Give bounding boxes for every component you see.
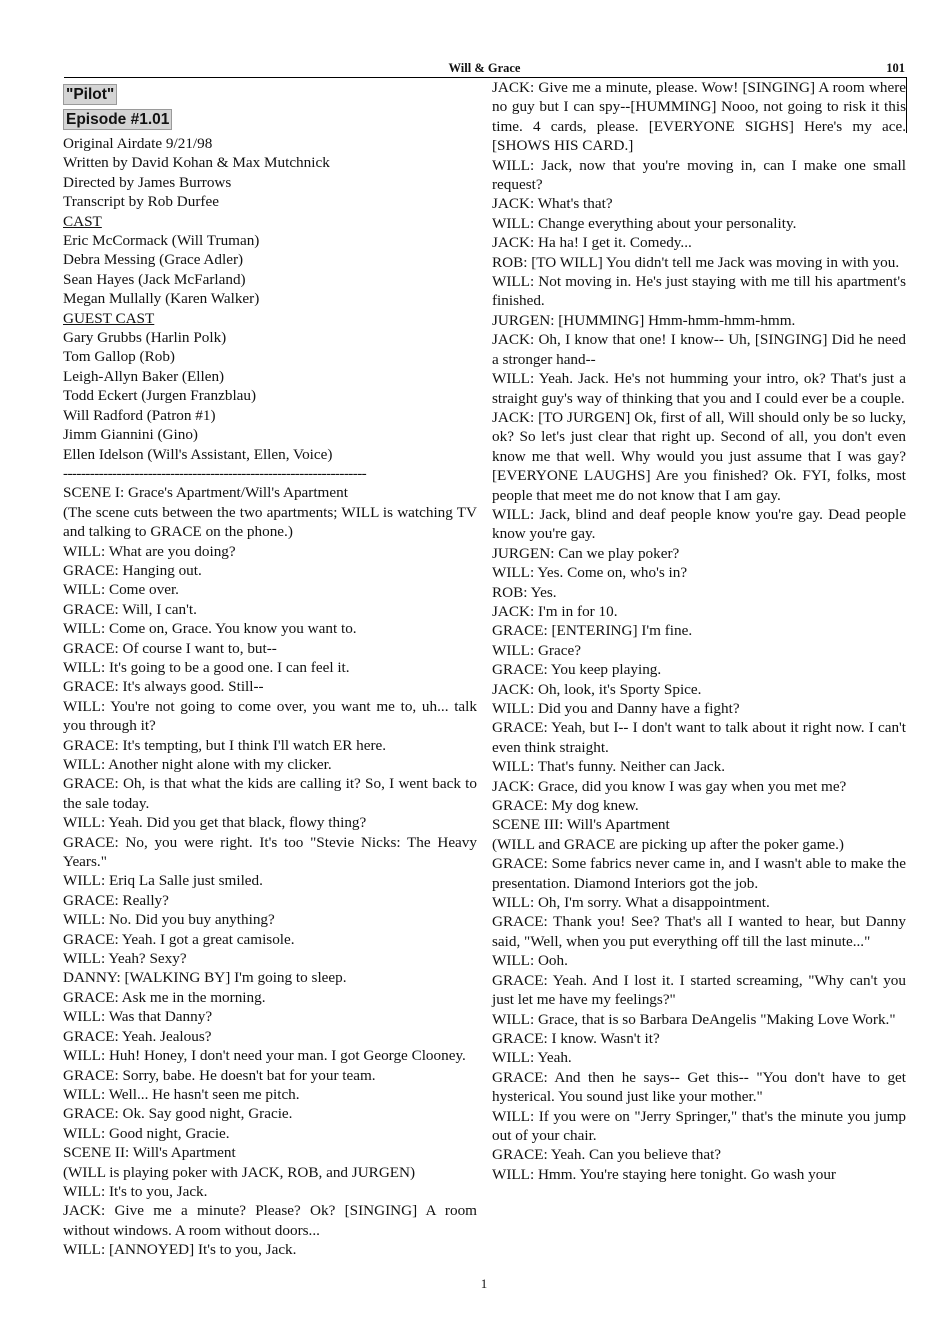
episode-title: "Pilot" [63, 84, 117, 105]
transcript-line: WILL: Grace, that is so Barbara DeAngelis "Making Love Work." [492, 1010, 896, 1028]
transcript-line: GRACE: Some fabrics never came in, and I wasn't able to make the presentation. Diamond Interiors got the job. [492, 855, 906, 892]
transcript-line: WILL: Not moving in. He's just staying with me till his apartment's finished. [492, 273, 906, 310]
transcript-line: JACK: Ha ha! I get it. Comedy... [492, 234, 692, 252]
transcript-line: WILL: Well... He hasn't seen me pitch. [63, 1085, 300, 1103]
transcript-line: GRACE: Yeah, but I-- I don't want to talk about it right now. I can't even think straight. [492, 719, 906, 756]
transcript-line: WILL: Yeah. Jack. He's not humming your intro, ok? That's just a straight guy's way of thinking that you and I could ever be a couple. [492, 370, 906, 407]
meta-line: Transcript by Rob Durfee [63, 193, 219, 211]
transcript-line: WILL: Come over. [63, 581, 179, 599]
guest-cast-member: Leigh-Allyn Baker (Ellen) [63, 367, 225, 385]
transcript-line: WILL: No. Did you buy anything? [63, 911, 275, 929]
transcript-line: JACK: Oh, look, it's Sporty Spice. [492, 680, 702, 698]
transcript-line: GRACE: And then he says-- Get this-- "You don't have to get hysterical. You sound just like your mother." [492, 1068, 906, 1106]
cast-member: Megan Mullally (Karen Walker) [63, 290, 260, 308]
transcript-line: JURGEN: [HUMMING] Hmm-hmm-hmm-hmm. [492, 311, 796, 329]
transcript-line: GRACE: Sorry, babe. He doesn't bat for your team. [63, 1066, 376, 1084]
transcript-line: SCENE III: Will's Apartment [492, 816, 670, 834]
transcript-line: SCENE II: Will's Apartment [63, 1144, 236, 1162]
guest-cast-member: Tom Gallop (Rob) [63, 348, 175, 366]
cast-member: Debra Messing (Grace Adler) [63, 251, 244, 269]
transcript-line: WILL: Change everything about your personality. [492, 214, 797, 232]
page-number: 1 [480, 1276, 488, 1291]
transcript-line: GRACE: Yeah. Jealous? [63, 1027, 212, 1045]
transcript-line: JACK: What's that? [492, 195, 613, 213]
running-header [64, 61, 905, 78]
transcript-line: WILL: Yes. Come on, who's in? [492, 564, 688, 582]
meta-line: Directed by James Burrows [63, 173, 232, 191]
transcript-line: WILL: Come on, Grace. You know you want to. [63, 620, 357, 638]
transcript-line: WILL: Oh, I'm sorry. What a disappointment. [492, 894, 770, 912]
guest-cast-member: Ellen Idelson (Will's Assistant, Ellen, Voice) [63, 445, 333, 463]
transcript-line: GRACE: [ENTERING] I'm fine. [492, 622, 693, 640]
transcript-line: JACK: I'm in for 10. [492, 602, 618, 620]
transcript-line: JACK: Grace, did you know I was gay when you met me? [492, 777, 847, 795]
transcript-line: JACK: Oh, I know that one! I know-- Uh, [SINGING] Did he need a stronger hand-- [492, 331, 906, 368]
guest-cast-list [63, 328, 477, 464]
transcript-line: WILL: Hmm. You're staying here tonight. Go wash your [492, 1165, 836, 1183]
transcript-line: (The scene cuts between the two apartments; WILL is watching TV and talking to GRACE on the phone.) [63, 503, 477, 541]
transcript-line: GRACE: Oh, is that what the kids are calling it? So, I went back to the sale today. [63, 775, 477, 812]
cast-member: Eric McCormack (Will Truman) [63, 232, 260, 250]
transcript-line: GRACE: I know. Wasn't it? [492, 1029, 660, 1047]
transcript-line: WILL: It's going to be a good one. I can feel it. [63, 658, 350, 676]
transcript-line: GRACE: Yeah. I got a great camisole. [63, 930, 295, 948]
transcript-line: GRACE: Really? [63, 891, 169, 909]
transcript-line: WILL: It's to you, Jack. [63, 1182, 208, 1200]
transcript-line: DANNY: [WALKING BY] I'm going to sleep. [63, 969, 347, 987]
guest-cast-member: Gary Grubbs (Harlin Polk) [63, 329, 227, 347]
transcript-line: GRACE: Ask me in the morning. [63, 988, 266, 1006]
divider: -------------------------------------------------------------------- [63, 464, 367, 482]
guest-cast-member: Todd Eckert (Jurgen Franzblau) [63, 387, 257, 405]
transcript-line: JURGEN: Can we play poker? [492, 544, 680, 562]
transcript-line: (WILL is playing poker with JACK, ROB, and JURGEN) [63, 1163, 416, 1181]
transcript-line: WILL: Another night alone with my clicker. [63, 756, 332, 773]
transcript-line: WILL: Was that Danny? [63, 1008, 213, 1026]
transcript-line: WILL: Jack, now that you're moving in, can I make one small request? [492, 156, 906, 194]
transcript-line: ROB: Yes. [492, 583, 557, 601]
right-transcript [492, 78, 906, 1184]
show-title: Will & Grace [448, 61, 521, 75]
cast-list [63, 231, 477, 309]
transcript-line: (WILL and GRACE are picking up after the poker game.) [492, 835, 844, 853]
transcript-line: WILL: [ANNOYED] It's to you, Jack. [63, 1241, 297, 1259]
left-transcript [63, 483, 477, 1259]
transcript-line: SCENE I: Grace's Apartment/Will's Apartment [63, 484, 348, 502]
transcript-line: WILL: If you were on "Jerry Springer," that's the minute you jump out of your chair. [492, 1107, 906, 1144]
guest-cast-member: Will Radford (Patron #1) [63, 406, 216, 424]
transcript-line: WILL: You're not going to come over, you want me to, uh... talk you through it? [63, 697, 477, 735]
meta-line: Original Airdate 9/21/98 [63, 135, 213, 152]
transcript-line: WILL: Good night, Gracie. [63, 1124, 230, 1142]
transcript-line: GRACE: Of course I want to, but-- [63, 639, 277, 657]
transcript-line: WILL: Huh! Honey, I don't need your man. I got George Clooney. [63, 1047, 466, 1065]
transcript-line: GRACE: Thank you! See? That's all I wanted to hear, but Danny said, "Well, when you put everything off till the last minute..." [492, 913, 906, 950]
transcript-line: GRACE: Ok. Say good night, Gracie. [63, 1105, 293, 1123]
right-column [492, 78, 906, 1184]
left-column [63, 84, 477, 1260]
header-page-number: 101 [886, 61, 905, 75]
transcript-line: GRACE: Yeah. And I lost it. I started screaming, "Why can't you just let me have my feelings?" [492, 971, 906, 1009]
cast-heading: CAST [63, 212, 102, 230]
transcript-line: GRACE: You keep playing. [492, 661, 662, 679]
episode-number: Episode #1.01 [63, 109, 172, 130]
transcript-line: ROB: [TO WILL] You didn't tell me Jack was moving in with you. [492, 253, 900, 271]
meta-line: Written by David Kohan & Max Mutchnick [63, 154, 330, 172]
transcript-line: GRACE: It's tempting, but I think I'll watch ER here. [63, 736, 387, 754]
transcript-line: GRACE: My dog knew. [492, 797, 639, 815]
transcript-line: JACK: Give me a minute, please. Wow! [SINGING] A room where no guy but I can spy--[HUMMING] Nooo, not going to risk it this time. 4 cards, please. [EVERYONE SIGHS] Here's my ace. [SHOWS HIS CARD.] [492, 79, 906, 155]
transcript-line: GRACE: It's always good. Still-- [63, 678, 264, 696]
transcript-line: WILL: Yeah. Did you get that black, flowy thing? [63, 814, 367, 832]
transcript-line: WILL: Grace? [492, 641, 581, 659]
transcript-line: GRACE: Yeah. Can you believe that? [492, 1146, 722, 1164]
transcript-line: WILL: Yeah. [492, 1049, 572, 1067]
transcript-line: JACK: [TO JURGEN] Ok, first of all, Will should only be so lucky, ok? So let's just clear that right up. Second of all, you don't even know me that well. Why would you just assume that I was gay? [EVERYONE LAUGHS] Are you finished? Ok. FYI, folks, most people that meet me do not know that I am gay. [492, 408, 906, 504]
guest-cast-member: Jimm Giannini (Gino) [63, 426, 198, 444]
guest-cast-heading: GUEST CAST [63, 309, 155, 327]
transcript-line: WILL: What are you doing? [63, 542, 236, 560]
transcript-line: WILL: Jack, blind and deaf people know you're gay. Dead people know you're gay. [492, 505, 906, 543]
meta-list [63, 134, 477, 212]
transcript-line: GRACE: No, you were right. It's too "Stevie Nicks: The Heavy Years." [63, 833, 477, 871]
transcript-line: WILL: That's funny. Neither can Jack. [492, 758, 725, 776]
transcript-line: WILL: Ooh. [492, 952, 568, 970]
transcript-line: GRACE: Will, I can't. [63, 600, 197, 618]
cast-member: Sean Hayes (Jack McFarland) [63, 270, 246, 288]
transcript-line: WILL: Eriq La Salle just smiled. [63, 872, 263, 890]
transcript-line: WILL: Did you and Danny have a fight? [492, 700, 740, 717]
transcript-line: GRACE: Hanging out. [63, 561, 202, 579]
transcript-line: JACK: Give me a minute? Please? Ok? [SINGING] A room without windows. A room without doors... [63, 1202, 477, 1239]
transcript-line: WILL: Yeah? Sexy? [63, 950, 187, 968]
